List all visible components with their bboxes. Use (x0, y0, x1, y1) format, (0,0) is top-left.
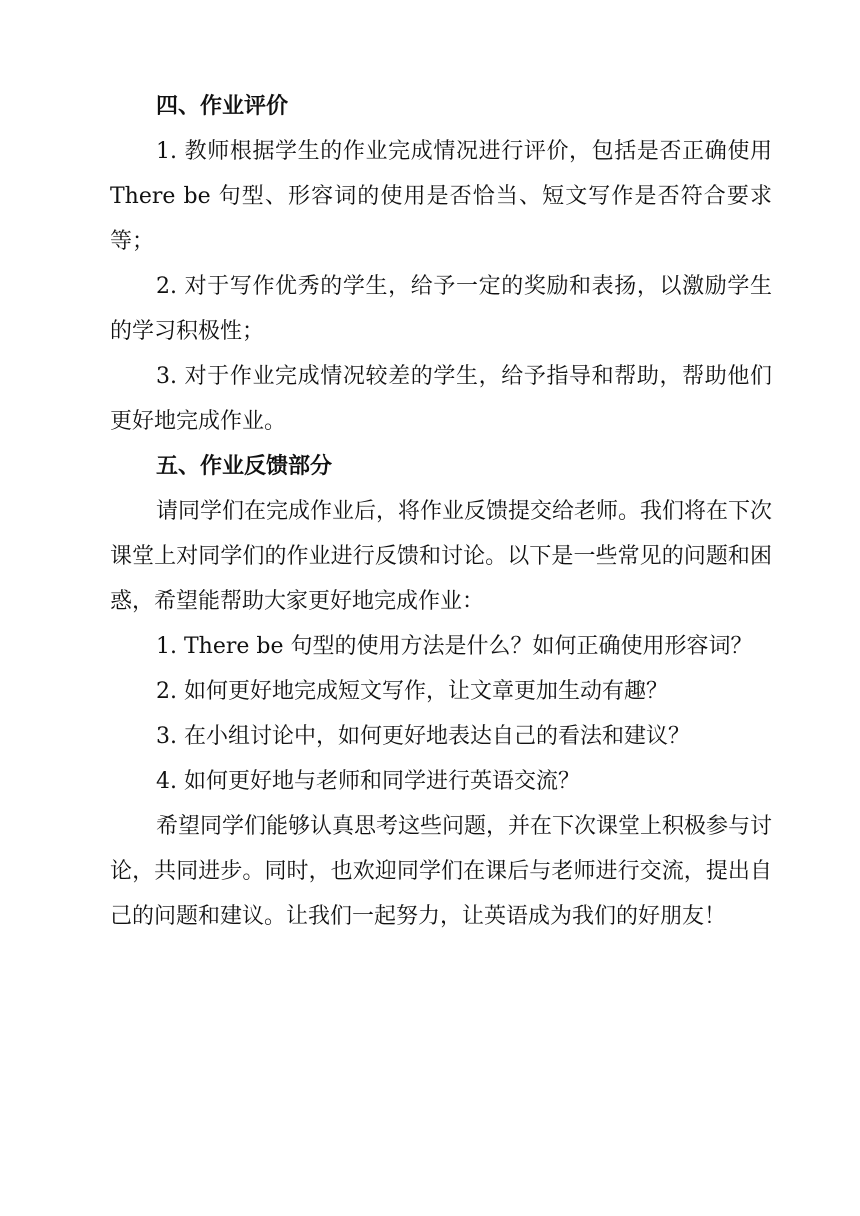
feedback-question: 3. 在小组讨论中，如何更好地表达自己的看法和建议？ (156, 724, 690, 749)
feedback-question: 4. 如何更好地与老师和同学进行英语交流？ (156, 769, 580, 794)
document-body (110, 84, 772, 939)
feedback-question: 1. There be 句型的使用方法是什么？如何正确使用形容词？ (156, 634, 753, 659)
evaluation-item: 2. 对于写作优秀的学生，给予一定的奖励和表扬，以激励学生的学习积极性； (110, 274, 772, 344)
evaluation-item: 3. 对于作业完成情况较差的学生，给予指导和帮助，帮助他们更好地完成作业。 (110, 364, 772, 434)
evaluation-item: 1. 教师根据学生的作业完成情况进行评价，包括是否正确使用 There be 句型、形容词的使用是否恰当、短文写作是否符合要求等； (110, 139, 772, 254)
feedback-intro: 请同学们在完成作业后，将作业反馈提交给老师。我们将在下次课堂上对同学们的作业进行反馈和讨论。以下是一些常见的问题和困惑，希望能帮助大家更好地完成作业： (110, 499, 773, 614)
section-heading-feedback: 五、作业反馈部分 (156, 454, 333, 479)
feedback-question: 2. 如何更好地完成短文写作，让文章更加生动有趣？ (156, 679, 668, 704)
feedback-closing: 希望同学们能够认真思考这些问题，并在下次课堂上积极参与讨论，共同进步。同时，也欢迎同学们在课后与老师进行交流，提出自己的问题和建议。让我们一起努力，让英语成为我们的好朋友！ (110, 814, 773, 929)
section-heading-evaluation: 四、作业评价 (156, 94, 289, 119)
